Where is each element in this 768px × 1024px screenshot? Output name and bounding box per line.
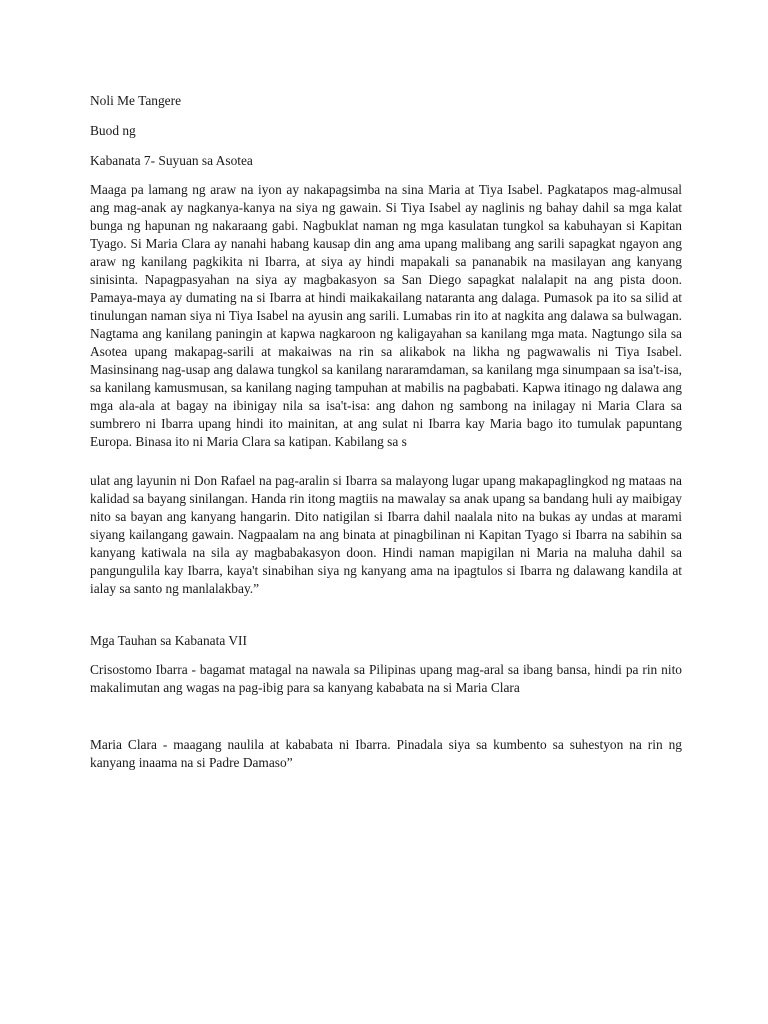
document-subtitle: Buod ng [90,123,136,138]
character-maria-clara: Maria Clara - maagang naulila at kababata ni Ibarra. Pinadala siya sa kumbento sa suhestyon na rin ng kanyang inaama na si Padre Damaso” [90,737,682,770]
summary-paragraph-2: ulat ang layunin ni Don Rafael na pag-aralin si Ibarra sa malayong lugar upang makapaglingkod ng mataas na kalidad sa bayang sinilangan. Handa rin itong magtiis na mawalay sa anak upang sa bandang huli ay maibigay nito sa bayan ang kanyang hangarin. Dito natigilan si Ibarra dahil naalala nito na bukas ay undas at marami siyang kailangang gawain. Nagpaalam na ang binata at pinagbilinan ni Kapitan Tyago si Ibarra na sabihin sa kanyang katiwala na sila ay magbabakasyon doon. Hindi naman mapigilan ni Maria na maluha dahil sa pangungulila kay Ibarra, kaya't sinabihan siya ng kanyang ama na ipagtulos si Ibarra ng dalawang kandila at ialay sa santo ng manlalakbay.” [90,473,682,596]
characters-heading: Mga Tauhan sa Kabanata VII [90,633,247,648]
chapter-heading: Kabanata 7- Suyuan sa Asotea [90,153,253,168]
summary-paragraph-1: Maaga pa lamang ng araw na iyon ay nakapagsimba na sina Maria at Tiya Isabel. Pagkatapos mag-almusal ang mag-anak ay nagkanya-kanya na siya ng gawain. Si Tiya Isabel ay naglinis ng bahay dahil sa mga kalat bunga ng hapunan ng nakaraang gabi. Nagbuklat naman ng mga kasulatan tungkol sa kabuhayan si Kapitan Tyago. Si Maria Clara ay nanahi habang kausap din ang ama upang malibang ang sarili sapagkat ngayon ang araw ng kanilang pagkikita ni Ibarra, at siya ay hindi mapakali sa pananabik na masilayan ang kanyang sinisinta. Napagpasyahan na siya ay magbakasyon sa San Diego sapagkat nalalapit na ang pista doon. Pamaya-maya ay dumating na si Ibarra at hindi maikakailang nataranta ang dalaga. Pumasok pa ito sa silid at tinulungan naman siya ni Tiya Isabel na ayusin ang sarili. Lumabas rin ito at nagkita ang dalawa sa bulwagan. Nagtama ang kanilang paningin at kapwa nagkaroon ng kaligayahan sa kanilang mga mata. Nagtungo sila sa Asotea upang makapag-sarili at makaiwas na rin sa alikabok na likha ng pagwawalis ni Tiya Isabel. Masinsinang nag-usap ang dalawa tungkol sa kanilang nararamdaman, sa kanilang mga sinumpaan sa isa't-isa, sa kanilang kamusmusan, sa kanilang naging tampuhan at mabilis na pagbabati. Kapwa itinago ng dalawa ang mga ala-ala at bagay na ibinigay nila sa isa't-isa: ang dahon ng sambong na inilagay ni Maria Clara sa sumbrero ni Ibarra upang hindi ito mainitan, at ang sulat ni Ibarra kay Maria bago ito tumulak papuntang Europa. Binasa ito ni Maria Clara sa katipan. Kabilang sa s [90,182,682,449]
document-title: Noli Me Tangere [90,93,182,108]
character-ibarra: Crisostomo Ibarra - bagamat matagal na nawala sa Pilipinas upang mag-aral sa ibang bansa, hindi pa rin nito makalimutan ang wagas na pag-ibig para sa kanyang kababata na si Maria Clara [90,662,682,695]
